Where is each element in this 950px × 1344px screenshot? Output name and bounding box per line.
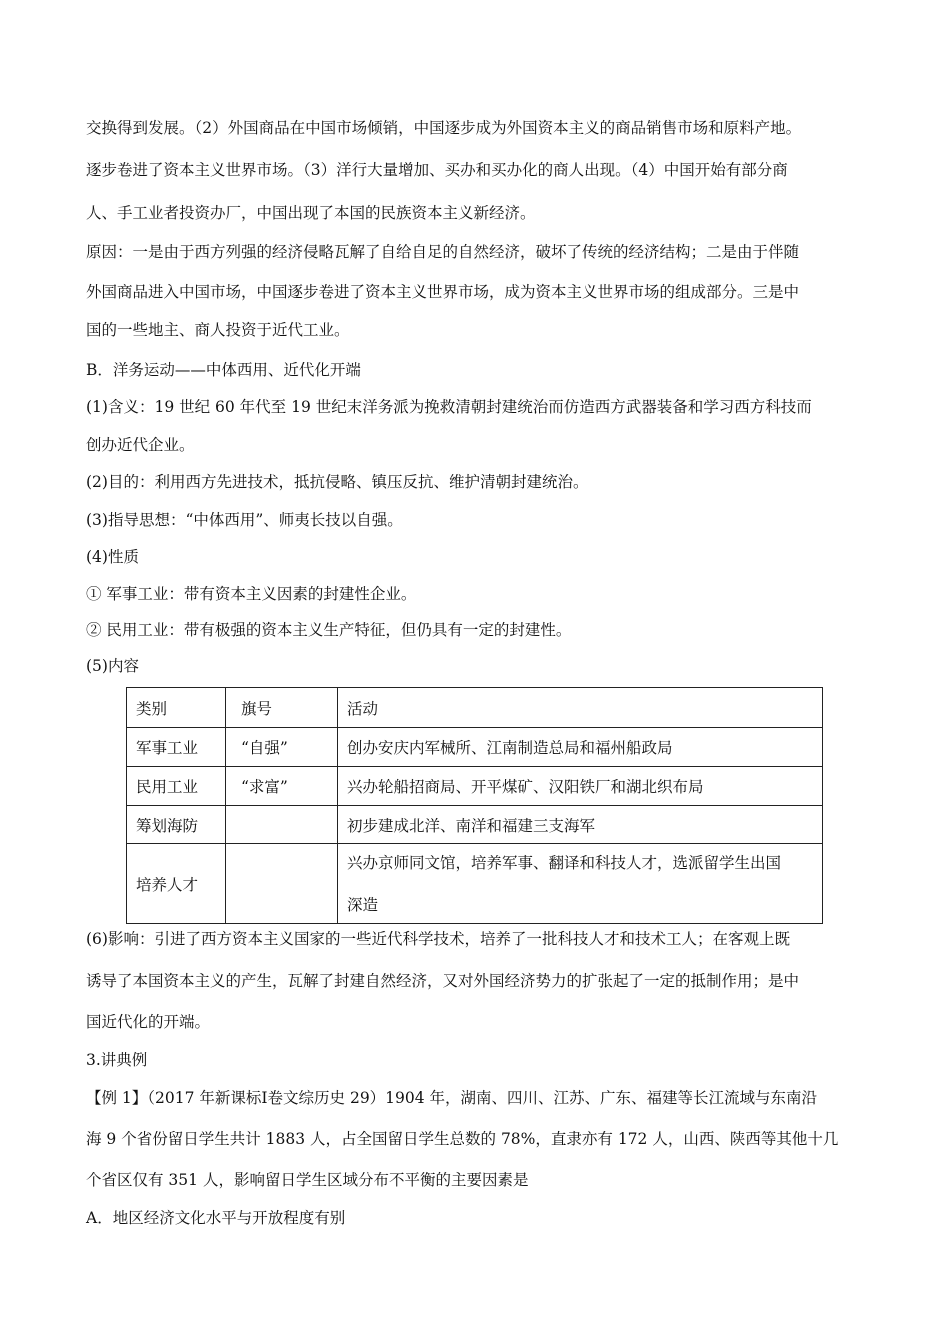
example-line: 【例 1】（2017 年新课标Ⅰ卷文综历史 29）1904 年，湖南、四川、江苏、广东、福建等长江流域与东南沿 <box>86 1089 818 1107</box>
table-cell: “求富” <box>226 767 338 806</box>
table-cell-line: 兴办京师同文馆，培养军事、翻译和科技人才，选派留学生出国 <box>347 853 782 872</box>
paragraph-line: 国的一些地主、商人投资于近代工业。 <box>86 321 350 339</box>
table-cell: 军事工业 <box>127 728 226 767</box>
section-heading: 3.讲典例 <box>86 1051 148 1069</box>
table-cell: 筹划海防 <box>127 806 226 844</box>
table-cell: 创办安庆内军械所、江南制造总局和福州船政局 <box>338 728 823 767</box>
paragraph-line: (5)内容 <box>86 657 139 675</box>
table-cell-line: 深造 <box>347 895 379 914</box>
paragraph-line: ② 民用工业：带有极强的资本主义生产特征，但仍具有一定的封建性。 <box>86 621 572 639</box>
paragraph-line: (4)性质 <box>86 548 139 566</box>
paragraph-line: (1)含义：19 世纪 60 年代至 19 世纪末洋务派为挽救清朝封建统治而仿造西方武器装备和学习西方科技而 <box>86 398 812 416</box>
table-cell <box>226 806 338 844</box>
paragraph-line: 原因：一是由于西方列强的经济侵略瓦解了自给自足的自然经济，破坏了传统的经济结构；二是由于伴随 <box>86 243 800 261</box>
answer-option: A．地区经济文化水平与开放程度有别 <box>86 1209 346 1227</box>
paragraph-line: 外国商品进入中国市场，中国逐步卷进了资本主义世界市场，成为资本主义世界市场的组成部分。三是中 <box>86 283 800 301</box>
paragraph-line: 逐步卷进了资本主义世界市场。（3）洋行大量增加、买办和买办化的商人出现。（4）中国开始有部分商 <box>86 161 788 179</box>
table-cell: 培养人才 <box>127 844 226 924</box>
table-cell: 初步建成北洋、南洋和福建三支海军 <box>338 806 823 844</box>
paragraph-line: 交换得到发展。（2）外国商品在中国市场倾销，中国逐步成为外国资本主义的商品销售市场和原料产地。 <box>86 119 802 137</box>
paragraph-line: ① 军事工业：带有资本主义因素的封建性企业。 <box>86 585 417 603</box>
example-line: 海 9 个省份留日学生共计 1883 人，占全国留日学生总数的 78%，直隶亦有 172 人，山西、陕西等其他十几 <box>86 1130 839 1148</box>
paragraph-line: (2)目的：利用西方先进技术，抵抗侵略、镇压反抗、维护清朝封建统治。 <box>86 473 589 491</box>
paragraph-line: 人、手工业者投资办厂，中国出现了本国的民族资本主义新经济。 <box>86 204 536 222</box>
table-row <box>127 728 823 767</box>
table-header-cell: 活动 <box>338 688 823 728</box>
paragraph-line: (6)影响：引进了西方资本主义国家的一些近代科学技术，培养了一批科技人才和技术工人；在客观上既 <box>86 930 790 948</box>
table-header-row <box>127 688 823 728</box>
example-line: 个省区仅有 351 人，影响留日学生区域分布不平衡的主要因素是 <box>86 1171 529 1189</box>
paragraph-line: 诱导了本国资本主义的产生，瓦解了封建自然经济，又对外国经济势力的扩张起了一定的抵制作用；是中 <box>86 972 800 990</box>
content-table <box>126 687 823 924</box>
table-cell <box>338 844 823 924</box>
table-header-cell: 类别 <box>127 688 226 728</box>
section-heading: B．洋务运动——中体西用、近代化开端 <box>86 361 361 379</box>
paragraph-line: 国近代化的开端。 <box>86 1013 211 1031</box>
paragraph-line: 创办近代企业。 <box>86 436 195 454</box>
paragraph-line: (3)指导思想：“中体西用”、师夷长技以自强。 <box>86 511 403 529</box>
table-row <box>127 806 823 844</box>
table-row <box>127 844 823 924</box>
table-cell: 民用工业 <box>127 767 226 806</box>
table-cell: 兴办轮船招商局、开平煤矿、汉阳铁厂和湖北织布局 <box>338 767 823 806</box>
table-row <box>127 767 823 806</box>
table-cell: “自强” <box>226 728 338 767</box>
table-cell <box>226 844 338 924</box>
table-header-cell: 旗号 <box>226 688 338 728</box>
